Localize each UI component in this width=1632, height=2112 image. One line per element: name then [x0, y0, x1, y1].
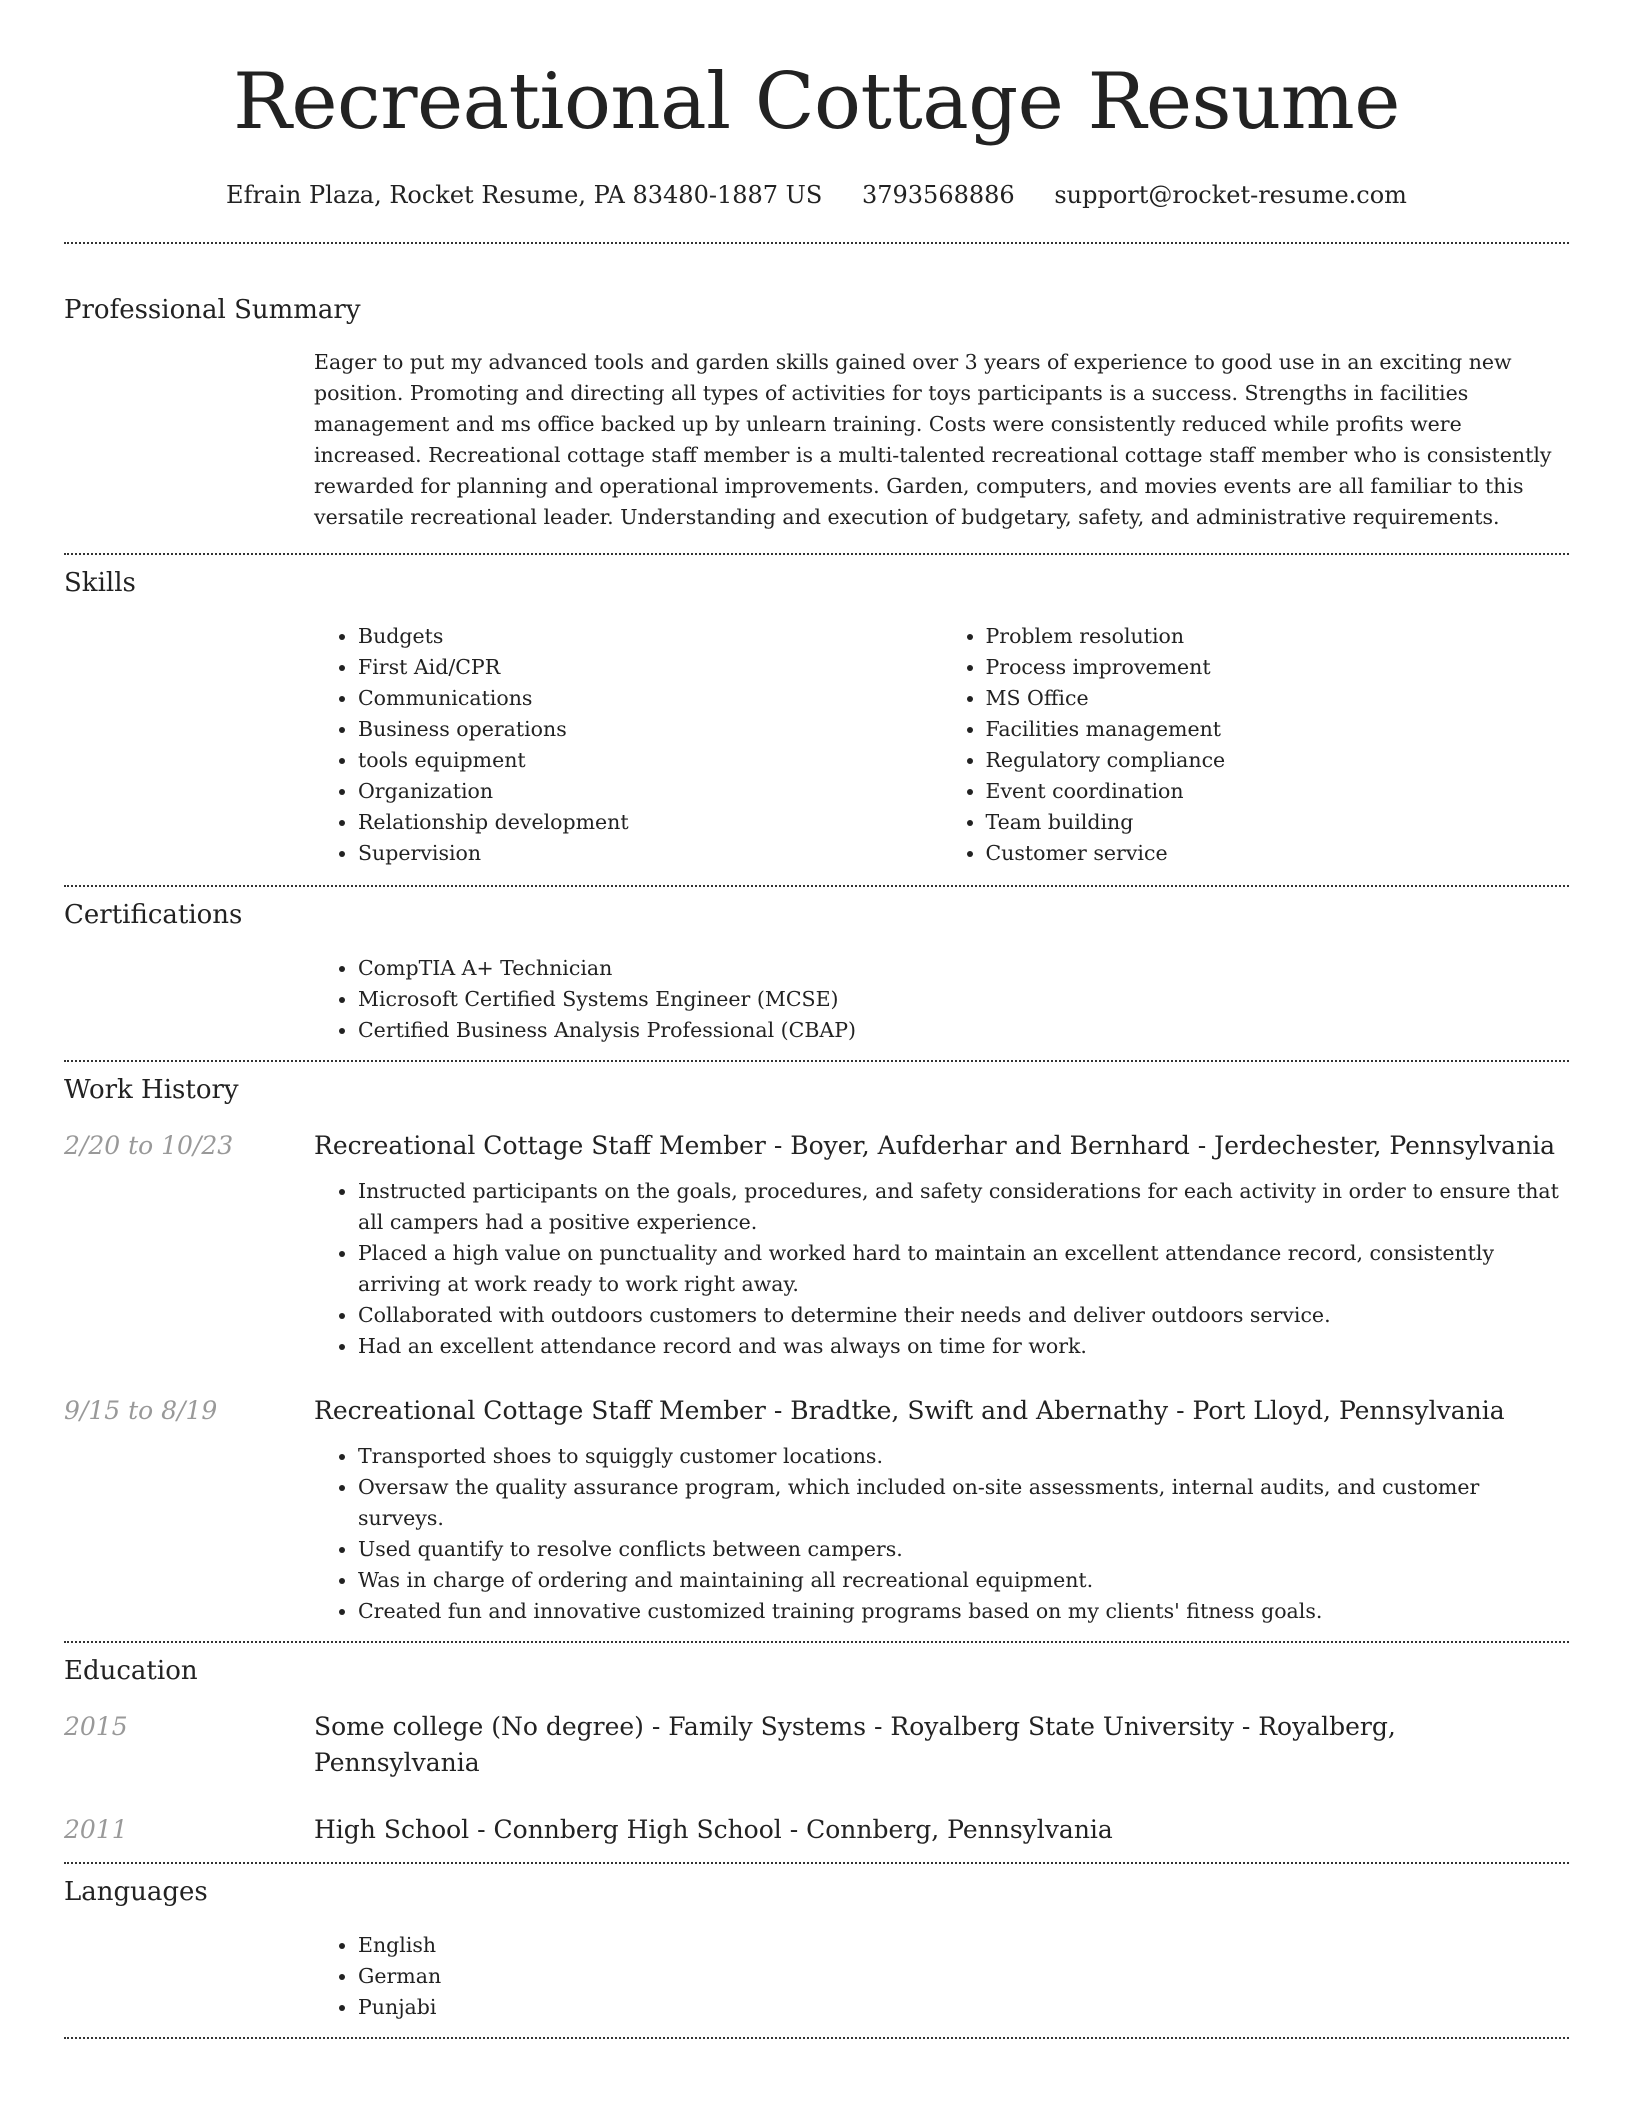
skill-item: • Relationship development: [358, 807, 942, 838]
contact-address: Efrain Plaza, Rocket Resume, PA 83480-1887 US: [226, 181, 823, 209]
job-duties-list: [314, 1176, 1569, 1362]
section-title-languages: Languages: [64, 1877, 208, 1907]
skill-item: • Event coordination: [986, 776, 1570, 807]
work-history-section: [64, 1062, 1569, 1641]
duty-item: • Instructed participants on the goals, procedures, and safety considerations for each activity in order to ensure that all campers had a positive experience.: [358, 1176, 1569, 1238]
job-duties: [314, 1441, 1569, 1641]
job-dates: 9/15 to 8/19: [64, 1396, 218, 1425]
education-year: 2011: [64, 1815, 128, 1844]
resume-title: Recreational Cottage Resume: [233, 57, 1400, 147]
job-entry: [64, 1128, 1569, 1362]
duty-item: • Collaborated with outdoors customers to determine their needs and deliver outdoors service.: [358, 1300, 1569, 1331]
skills-list-right: [942, 621, 1570, 869]
skill-item: • Regulatory compliance: [986, 745, 1570, 776]
skills-columns: [314, 621, 1569, 885]
education-entry: [64, 1812, 1569, 1862]
job-header: [64, 1393, 1569, 1429]
job-duties: [314, 1176, 1569, 1362]
education-entry: [64, 1709, 1569, 1781]
skill-item: • Organization: [358, 776, 942, 807]
job-duties-list: [314, 1441, 1569, 1627]
certification-item: • Microsoft Certified Systems Engineer (MCSE): [358, 984, 1569, 1015]
job-dates: 2/20 to 10/23: [64, 1131, 234, 1160]
certification-item: • CompTIA A+ Technician: [358, 953, 1569, 984]
skills-list-left: [314, 621, 942, 869]
education-detail: Some college (No degree) - Family Systems - Royalberg State University - Royalberg, Pennsylvania: [314, 1712, 1396, 1777]
skill-item: • Team building: [986, 807, 1570, 838]
education-section: [64, 1643, 1569, 1862]
section-title-work-history: Work History: [64, 1075, 239, 1105]
divider: [64, 2037, 1569, 2039]
section-title-summary: Professional Summary: [64, 295, 361, 325]
skill-item: • Business operations: [358, 714, 942, 745]
skill-item: • Facilities management: [986, 714, 1570, 745]
skill-item: • Supervision: [358, 838, 942, 869]
duty-item: • Transported shoes to squiggly customer locations.: [358, 1441, 1569, 1472]
education-year: 2015: [64, 1712, 128, 1741]
duty-item: • Was in charge of ordering and maintaining all recreational equipment.: [358, 1565, 1569, 1596]
skill-item: • Problem resolution: [986, 621, 1570, 652]
job-title: Recreational Cottage Staff Member - Boyer, Aufderhar and Bernhard - Jerdechester, Pennsylvania: [314, 1131, 1556, 1160]
certifications-body: [314, 953, 1569, 1060]
section-title-certifications: Certifications: [64, 900, 243, 930]
languages-list: [314, 1930, 1569, 2023]
duty-item: • Oversaw the quality assurance program, which included on-site assessments, internal audits, and customer surveys.: [358, 1472, 1569, 1534]
summary-section: [64, 244, 1569, 553]
skill-item: • Process improvement: [986, 652, 1570, 683]
skills-section: [64, 555, 1569, 885]
duty-item: • Created fun and innovative customized training programs based on my clients' fitness goals.: [358, 1596, 1569, 1627]
skill-item: • Communications: [358, 683, 942, 714]
resume-header: [64, 50, 1569, 212]
skill-item: • First Aid/CPR: [358, 652, 942, 683]
skill-item: • tools equipment: [358, 745, 942, 776]
job-title: Recreational Cottage Staff Member - Bradtke, Swift and Abernathy - Port Lloyd, Pennsylvania: [314, 1396, 1505, 1425]
job-header: [64, 1128, 1569, 1164]
language-item: • Punjabi: [358, 1992, 1569, 2023]
duty-item: • Had an excellent attendance record and was always on time for work.: [358, 1331, 1569, 1362]
duty-item: • Used quantify to resolve conflicts between campers.: [358, 1534, 1569, 1565]
education-detail: High School - Connberg High School - Connberg, Pennsylvania: [314, 1815, 1113, 1844]
job-entry: [64, 1393, 1569, 1641]
contact-line: [64, 178, 1569, 212]
language-item: • English: [358, 1930, 1569, 1961]
languages-section: [64, 1864, 1569, 2037]
duty-item: • Placed a high value on punctuality and worked hard to maintain an excellent attendance record, consistently arriving at work ready to work right away.: [358, 1238, 1569, 1300]
section-title-skills: Skills: [64, 568, 136, 598]
skill-item: • MS Office: [986, 683, 1570, 714]
language-item: • German: [358, 1961, 1569, 1992]
certifications-list: [314, 953, 1569, 1046]
certifications-section: [64, 887, 1569, 1060]
contact-phone: 3793568886: [861, 181, 1015, 209]
summary-text: Eager to put my advanced tools and garden skills gained over 3 years of experience to good use in an exciting new position. Promoting and directing all types of activities for toys participants is a success. Strengths in facilities management and ms office backed up by unlearn training. Costs were consistently reduced while profits were increased. Recreational cottage staff member is a multi-talented recreational cottage staff member who is consistently rewarded for planning and operational improvements. Garden, computers, and movies events are all familiar to this versatile recreational leader. Understanding and execution of budgetary, safety, and administrative requirements.: [314, 350, 1552, 529]
skill-item: • Budgets: [358, 621, 942, 652]
languages-body: [314, 1930, 1569, 2037]
certification-item: • Certified Business Analysis Professional (CBAP): [358, 1015, 1569, 1046]
section-title-education: Education: [64, 1656, 198, 1686]
skill-item: • Customer service: [986, 838, 1570, 869]
contact-email: support@rocket-resume.com: [1054, 181, 1407, 209]
